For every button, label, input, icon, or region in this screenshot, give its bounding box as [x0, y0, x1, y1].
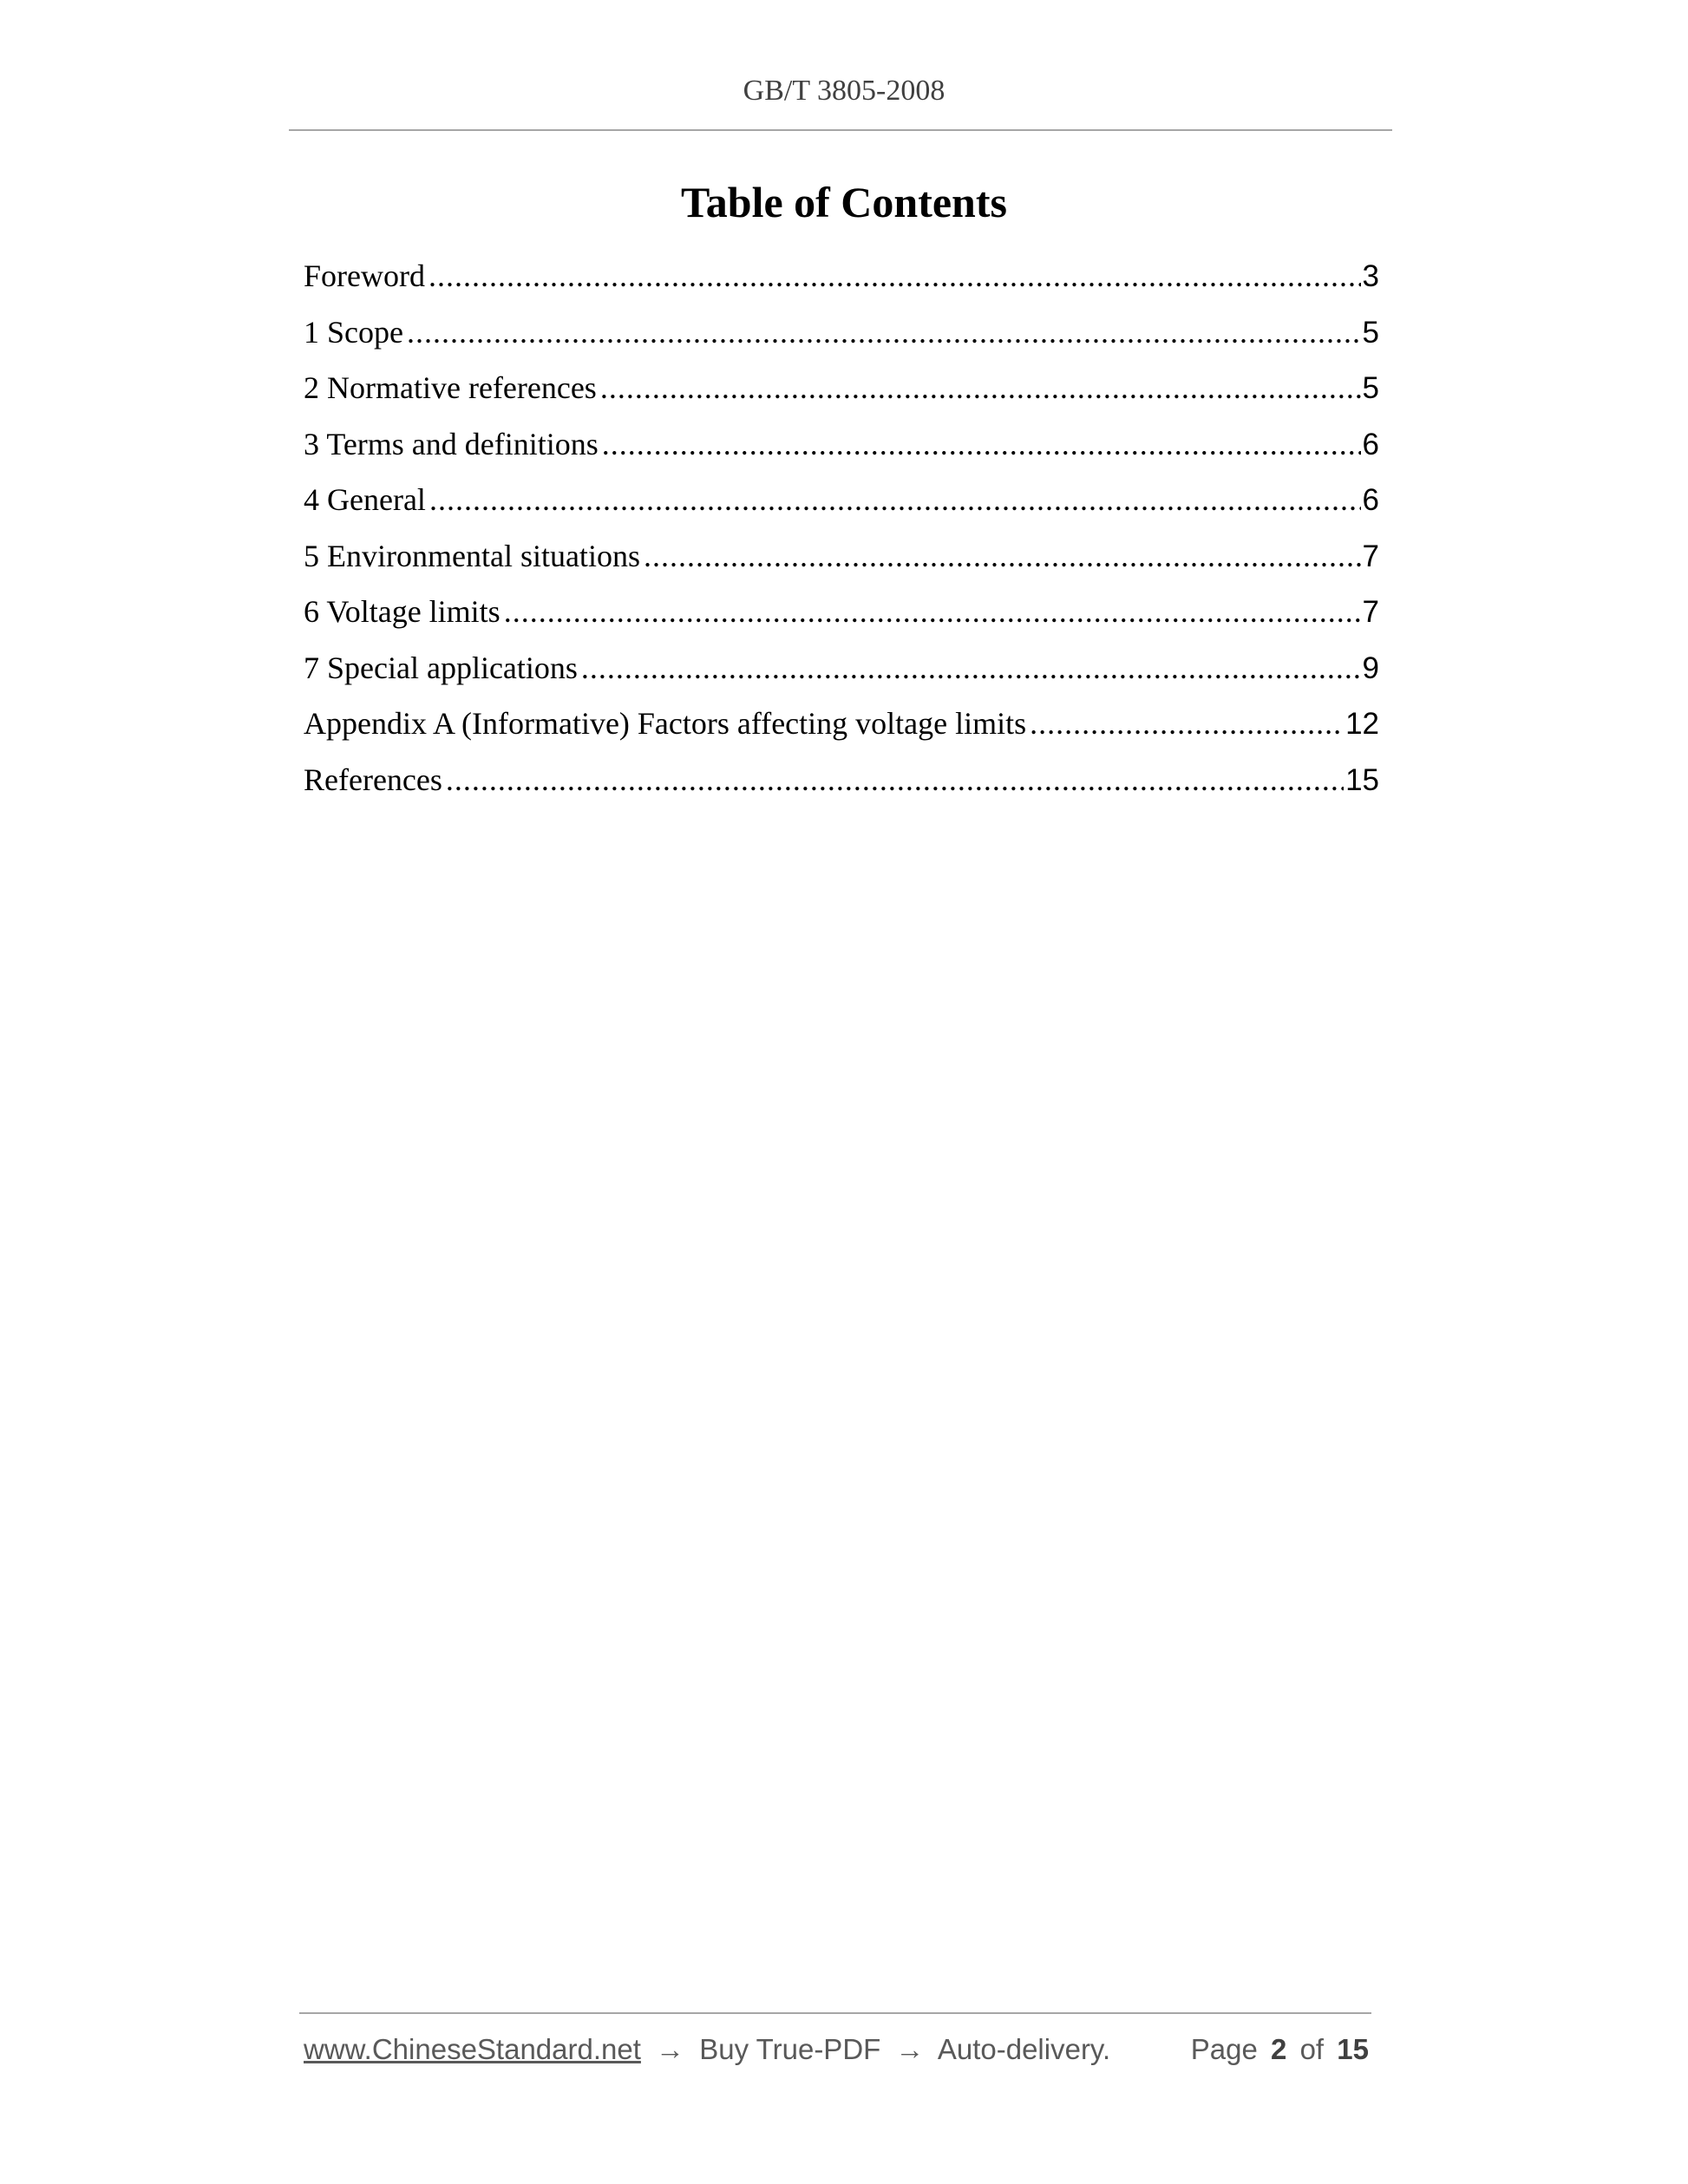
toc-entry-label: 4 General — [304, 482, 426, 517]
toc-dot-leader — [407, 314, 1361, 350]
toc-dot-leader — [1030, 705, 1344, 742]
toc-entry[interactable] — [304, 258, 1379, 314]
toc-entry[interactable] — [304, 538, 1379, 594]
toc-dot-leader — [600, 369, 1361, 406]
toc-entry-page: 7 — [1362, 595, 1379, 629]
toc-dot-leader — [504, 593, 1361, 630]
toc-dot-leader — [602, 426, 1361, 462]
toc-dot-leader — [644, 538, 1361, 574]
toc-entry-page: 6 — [1362, 427, 1379, 461]
page-footer — [304, 2033, 1369, 2066]
toc-entry-page: 7 — [1362, 539, 1379, 573]
toc-entry[interactable] — [304, 650, 1379, 706]
toc-entry-label: 6 Voltage limits — [304, 594, 501, 629]
toc-entry-page: 3 — [1362, 259, 1379, 293]
auto-delivery-text: Auto-delivery. — [937, 2033, 1111, 2065]
page-counter — [1186, 2033, 1369, 2066]
toc-title: Table of Contents — [681, 178, 1007, 226]
header-divider — [289, 129, 1392, 131]
toc-entry-page: 6 — [1362, 483, 1379, 517]
toc-entry[interactable] — [304, 369, 1379, 426]
toc-entry-page: 12 — [1345, 707, 1379, 741]
document-id-header: GB/T 3805-2008 — [743, 75, 945, 107]
toc-entry-label: 3 Terms and definitions — [304, 426, 599, 461]
toc-entry-page: 5 — [1362, 371, 1379, 405]
current-page-number: 2 — [1271, 2033, 1287, 2065]
toc-dot-leader — [429, 258, 1361, 294]
toc-entry-label: Foreword — [304, 258, 425, 293]
toc-entry[interactable] — [304, 314, 1379, 370]
toc-entry-page: 5 — [1362, 315, 1379, 350]
footer-divider — [299, 2012, 1371, 2014]
toc-entry-label: 5 Environmental situations — [304, 538, 640, 573]
toc-entry[interactable] — [304, 705, 1379, 762]
footer-promo — [304, 2033, 1110, 2066]
website-link[interactable]: www.ChineseStandard.net — [304, 2033, 641, 2065]
toc-dot-leader — [429, 481, 1361, 518]
toc-entry-label: 1 Scope — [304, 314, 403, 350]
total-pages-number: 15 — [1337, 2033, 1369, 2065]
toc-dot-leader — [581, 650, 1361, 686]
toc-entry[interactable] — [304, 426, 1379, 482]
toc-entry-label: Appendix A (Informative) Factors affecting voltage limits — [304, 706, 1027, 741]
toc-entry[interactable] — [304, 762, 1379, 818]
toc-entry-page: 15 — [1345, 762, 1379, 797]
toc-entry-label: 2 Normative references — [304, 370, 597, 405]
toc-entry-label: References — [304, 762, 442, 797]
toc-list — [304, 258, 1379, 817]
toc-entry[interactable] — [304, 593, 1379, 650]
toc-dot-leader — [446, 762, 1344, 798]
toc-entry-page: 9 — [1362, 651, 1379, 685]
toc-entry-label: 7 Special applications — [304, 650, 578, 685]
page-word: Page — [1190, 2033, 1258, 2065]
arrow-right-icon: → — [656, 2033, 685, 2065]
arrow-right-icon: → — [895, 2033, 925, 2065]
toc-entry[interactable] — [304, 481, 1379, 538]
buy-pdf-text: Buy True-PDF — [699, 2033, 881, 2065]
of-word: of — [1299, 2033, 1325, 2065]
